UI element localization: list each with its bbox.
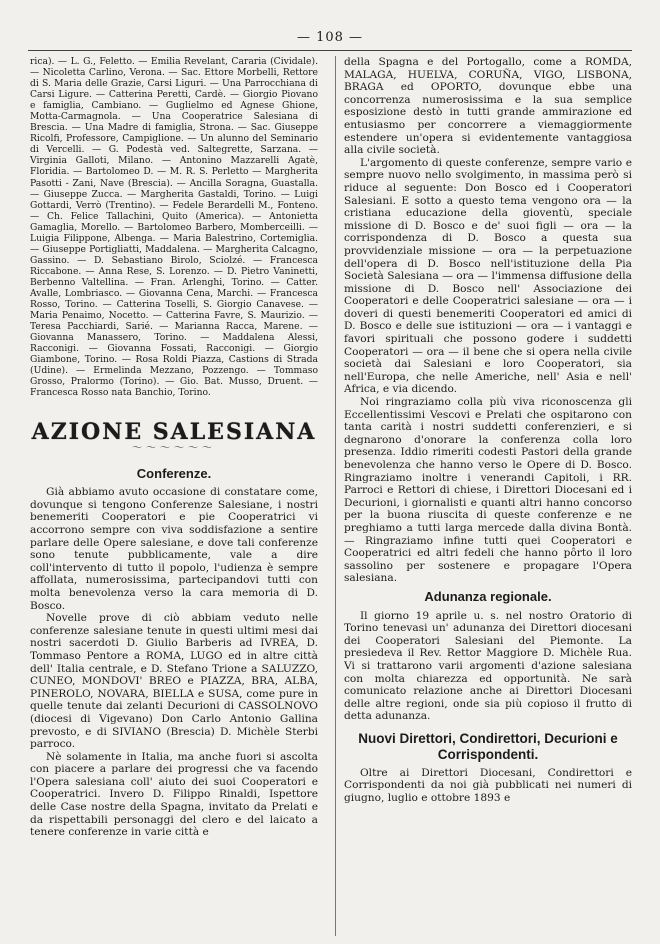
- section-title: AZIONE SALESIANA: [31, 419, 317, 446]
- header-rule: [28, 50, 632, 51]
- right-column: [344, 56, 632, 805]
- paragraph: L'argomento di queste conferenze, sempre vario e sempre nuovo nello svolgimento, in massima però si riduce al seguente: Don Bosco ed i Cooperatori Salesiani. E sotto a questo tema vengono ora — la cristiana educazione della gioventù, speciale missione di D. Bosco e de' suoi figli — ora — la corrispondenza di D. Bosco a questa sua provvidenziale missione — ora — la perpetuazione dell'opera di D. Bosco nell'istituzione della Pia Società Salesiana — ora — l'immensa diffusione della missione di D. Bosco nell' Associazione dei Cooperatori e delle Cooperatrici salesiane — ora — i doveri di questi benemeriti Cooperatori ed amici di D. Bosco e delle sue istituzioni — ora — i vantaggi e favori spirituali che possono godere i suddetti Cooperatori — ora — il bene che si opera nella civile società dai Salesiani e loro Cooperatori, sia nell'Europa, che nelle Americhe, nell' Asia e nell' Africa, e via dicendo.: [344, 156, 632, 396]
- paragraph: Novelle prove di ciò abbiam veduto nelle conferenze salesiane tenute in questi ultimi mesi dai nostri sacerdoti D. Giulio Barberis ad IVREA, D. Tommaso Pentore a ROMA, LUGO ed in altre città dell' Italia centrale, e D. Stefano Trione a SALUZZO, CUNEO, MONDOVI' BREO e PIAZZA, BRA, ALBA, PINEROLO, NOVARA, BIELLA e SUSA, come pure in quelle tenute dai zelanti Decurioni di CASSOLNOVO (diocesi di Vigevano) Don Carlo Antonio Gallina prevosto, e di SIVIANO (Brescia) D. Michèle Sterbi parroco.: [30, 612, 318, 751]
- paragraph: Nè solamente in Italia, ma anche fuori si ascolta con piacere a parlare dei progressi che va facendo l'Opera salesiana coll' aiuto dei suoi Cooperatori e Cooperatrici. Invero D. Filippo Rinaldi, Ispettore delle Case nostre della Spagna, invitato da Prelati e da rispettabili personaggi del clero e del laicato a tenere conferenze in varie città e: [30, 750, 318, 839]
- heading-conferenze: Conferenze.: [136, 465, 212, 481]
- title-ornament: ～～～～～～: [132, 443, 216, 455]
- paragraph: della Spagna e del Portogallo, come a ROMDA, MALAGA, HUELVA, CORUÑA, VIGO, LISBONA, BRAGA ed OPORTO, dovunque ebbe una concorrenza numerosissima e la sua semplice esposizione destò in tutti grande ammirazione ed entusiasmo per concorrere a viemaggiormente estendere un'opera si evidentemente vantaggiosa alla civile società.: [344, 56, 632, 157]
- page-number: — 108 —: [296, 30, 364, 45]
- paragraph: Il giorno 19 aprile u. s. nel nostro Oratorio di Torino tenevasi un' adunanza dei Direttori diocesani dei Cooperatori Salesiani del Piemonte. La presiedeva il Rev. Rettor Maggiore D. Michèle Rua. Vi si trattarono varii argomenti d'azione salesiana con molta chiarezza ed opportunità. Ne sarà comunicato relazione anche ai Direttori Diocesani delle altre regioni, onde sia più copioso il frutto di detta adunanza.: [344, 609, 632, 723]
- donor-list: rica). — L. G., Feletto. — Emilia Revelant, Cararia (Cividale). — Nicoletta Carlino, Verona. — Sac. Ettore Morbelli, Rettore di S. Maria delle Grazie, Carsi Liguri. — Una Parrocchiana di Carsi Ligure. — Catterina Peretti, Cardè. — Giorgio Piovano e famiglia, Cambiano. — Guglielmo ed Agnese Ghione, Motta-Carmagnola. — Una Cooperatrice Salesiana di Brescia. — Una Madre di famiglia, Strona. — Sac. Giuseppe Ricolfi, Professore, Campiglione. — Un alunno del Seminario di Vercelli. — G. Podestà ved. Saltegrette, Sarzana. — Virginia Galloti, Milano. — Antonino Mazzarelli Agatè, Floridia. — Bartolomeo D. — M. R. S. Perletto — Margherita Pasotti - Zani, Nave (Brescia). — Ancilla Soragna, Guastalla. — Giuseppe Zucca. — Margherita Gastaldi, Torino. — Luigi Gottardi, Verrò (Trentino). — Fedele Berardelli M., Fonteno. — Ch. Felice Tallachini, Quito (America). — Antonietta Gamaglia, Morello. — Bartolomeo Barbero, Momberceilli. — Luigia Filippone, Albenga. — Maria Balestrino, Cortemiglia. — Giuseppe Portigliatti, Maddalena. — Margherita Calcagno, Gassino. — D. Sebastiano Birolo, Sciolzé. — Francesca Riccabone. — Anna Rese, S. Lorenzo. — D. Pietro Vaninetti, Berbenno Valtellina. — Fran. Arlenghi, Torino. — Catter. Avalle, Lombriasco. — Giovanna Cena, Marchi. — Francesca Rosso, Torino. — Catterina Toselli, S. Giorgio Canavese. — Maria Penaimo, Nocetto. — Catterina Favre, S. Maurizio. — Teresa Pacchiardi, Sarié. — Marianna Racca, Marene. — Giovanna Manassero, Torino. — Maddalena Alessi, Racconigi. — Giovanna Fossati, Racconigi. — Giorgio Giambone, Torino. — Rosa Roldi Piazza, Castions di Strada (Udine). — Ermelinda Mezzano, Pozzengo. — Tommaso Grosso, Pralormo (Torino). — Gio. Bat. Musso, Druent. — Francesca Rosso nata Banchio, Torino.: [30, 56, 318, 399]
- left-column: [30, 56, 318, 839]
- heading-nuovi-direttori: Nuovi Direttori, Condirettori, Decurioni e Corrispondenti.: [358, 730, 618, 762]
- column-divider: [335, 56, 336, 936]
- paragraph: Noi ringraziamo colla più viva riconoscenza gli Eccellentissimi Vescovi e Prelati che ospitarono con tanta carità i nostri suddetti conferenzieri, e si degnarono d'onorare la conferenza colla loro presenza. Iddio rimeriti codesti Pastori della grande benevolenza che hanno verso le Opere di D. Bosco. Ringraziamo inoltre i venerandi Capitoli, i RR. Parroci e Rettori di chiese, i Direttori Diocesani ed i Decurioni, i giornalisti e quanti altri hanno concorso per la buona riuscita di queste conferenze e ne preghiamo a tutti larga mercede dalla divina Bontà. — Ringraziamo infine tutti quei Cooperatori e Cooperatrici ed altri fedeli che hanno pôrto il loro sassolino per sostenere e propagare l'Opera salesiana.: [344, 396, 632, 585]
- paragraph: Già abbiamo avuto occasione di constatare come, dovunque si tengono Conferenze Salesiane, i nostri benemeriti Cooperatori e pie Cooperatrici vi accorrono sempre con viva soddisfazione a sentire parlare delle Opere salesiane, e dove tali conferenze sono tenute pubblicamente, vale a dire coll'intervento di tutto il popolo, l'udienza è sempre affollata, numerosissima, partecipandovi tutti con molta benevolenza verso la cara memoria di D. Bosco.: [30, 486, 318, 612]
- heading-adunanza: Adunanza regionale.: [424, 588, 552, 604]
- paragraph: Oltre ai Direttori Diocesani, Condirettori e Corrispondenti da noi già pubblicati nei numeri di giugno, luglio e ottobre 1893 e: [344, 766, 632, 805]
